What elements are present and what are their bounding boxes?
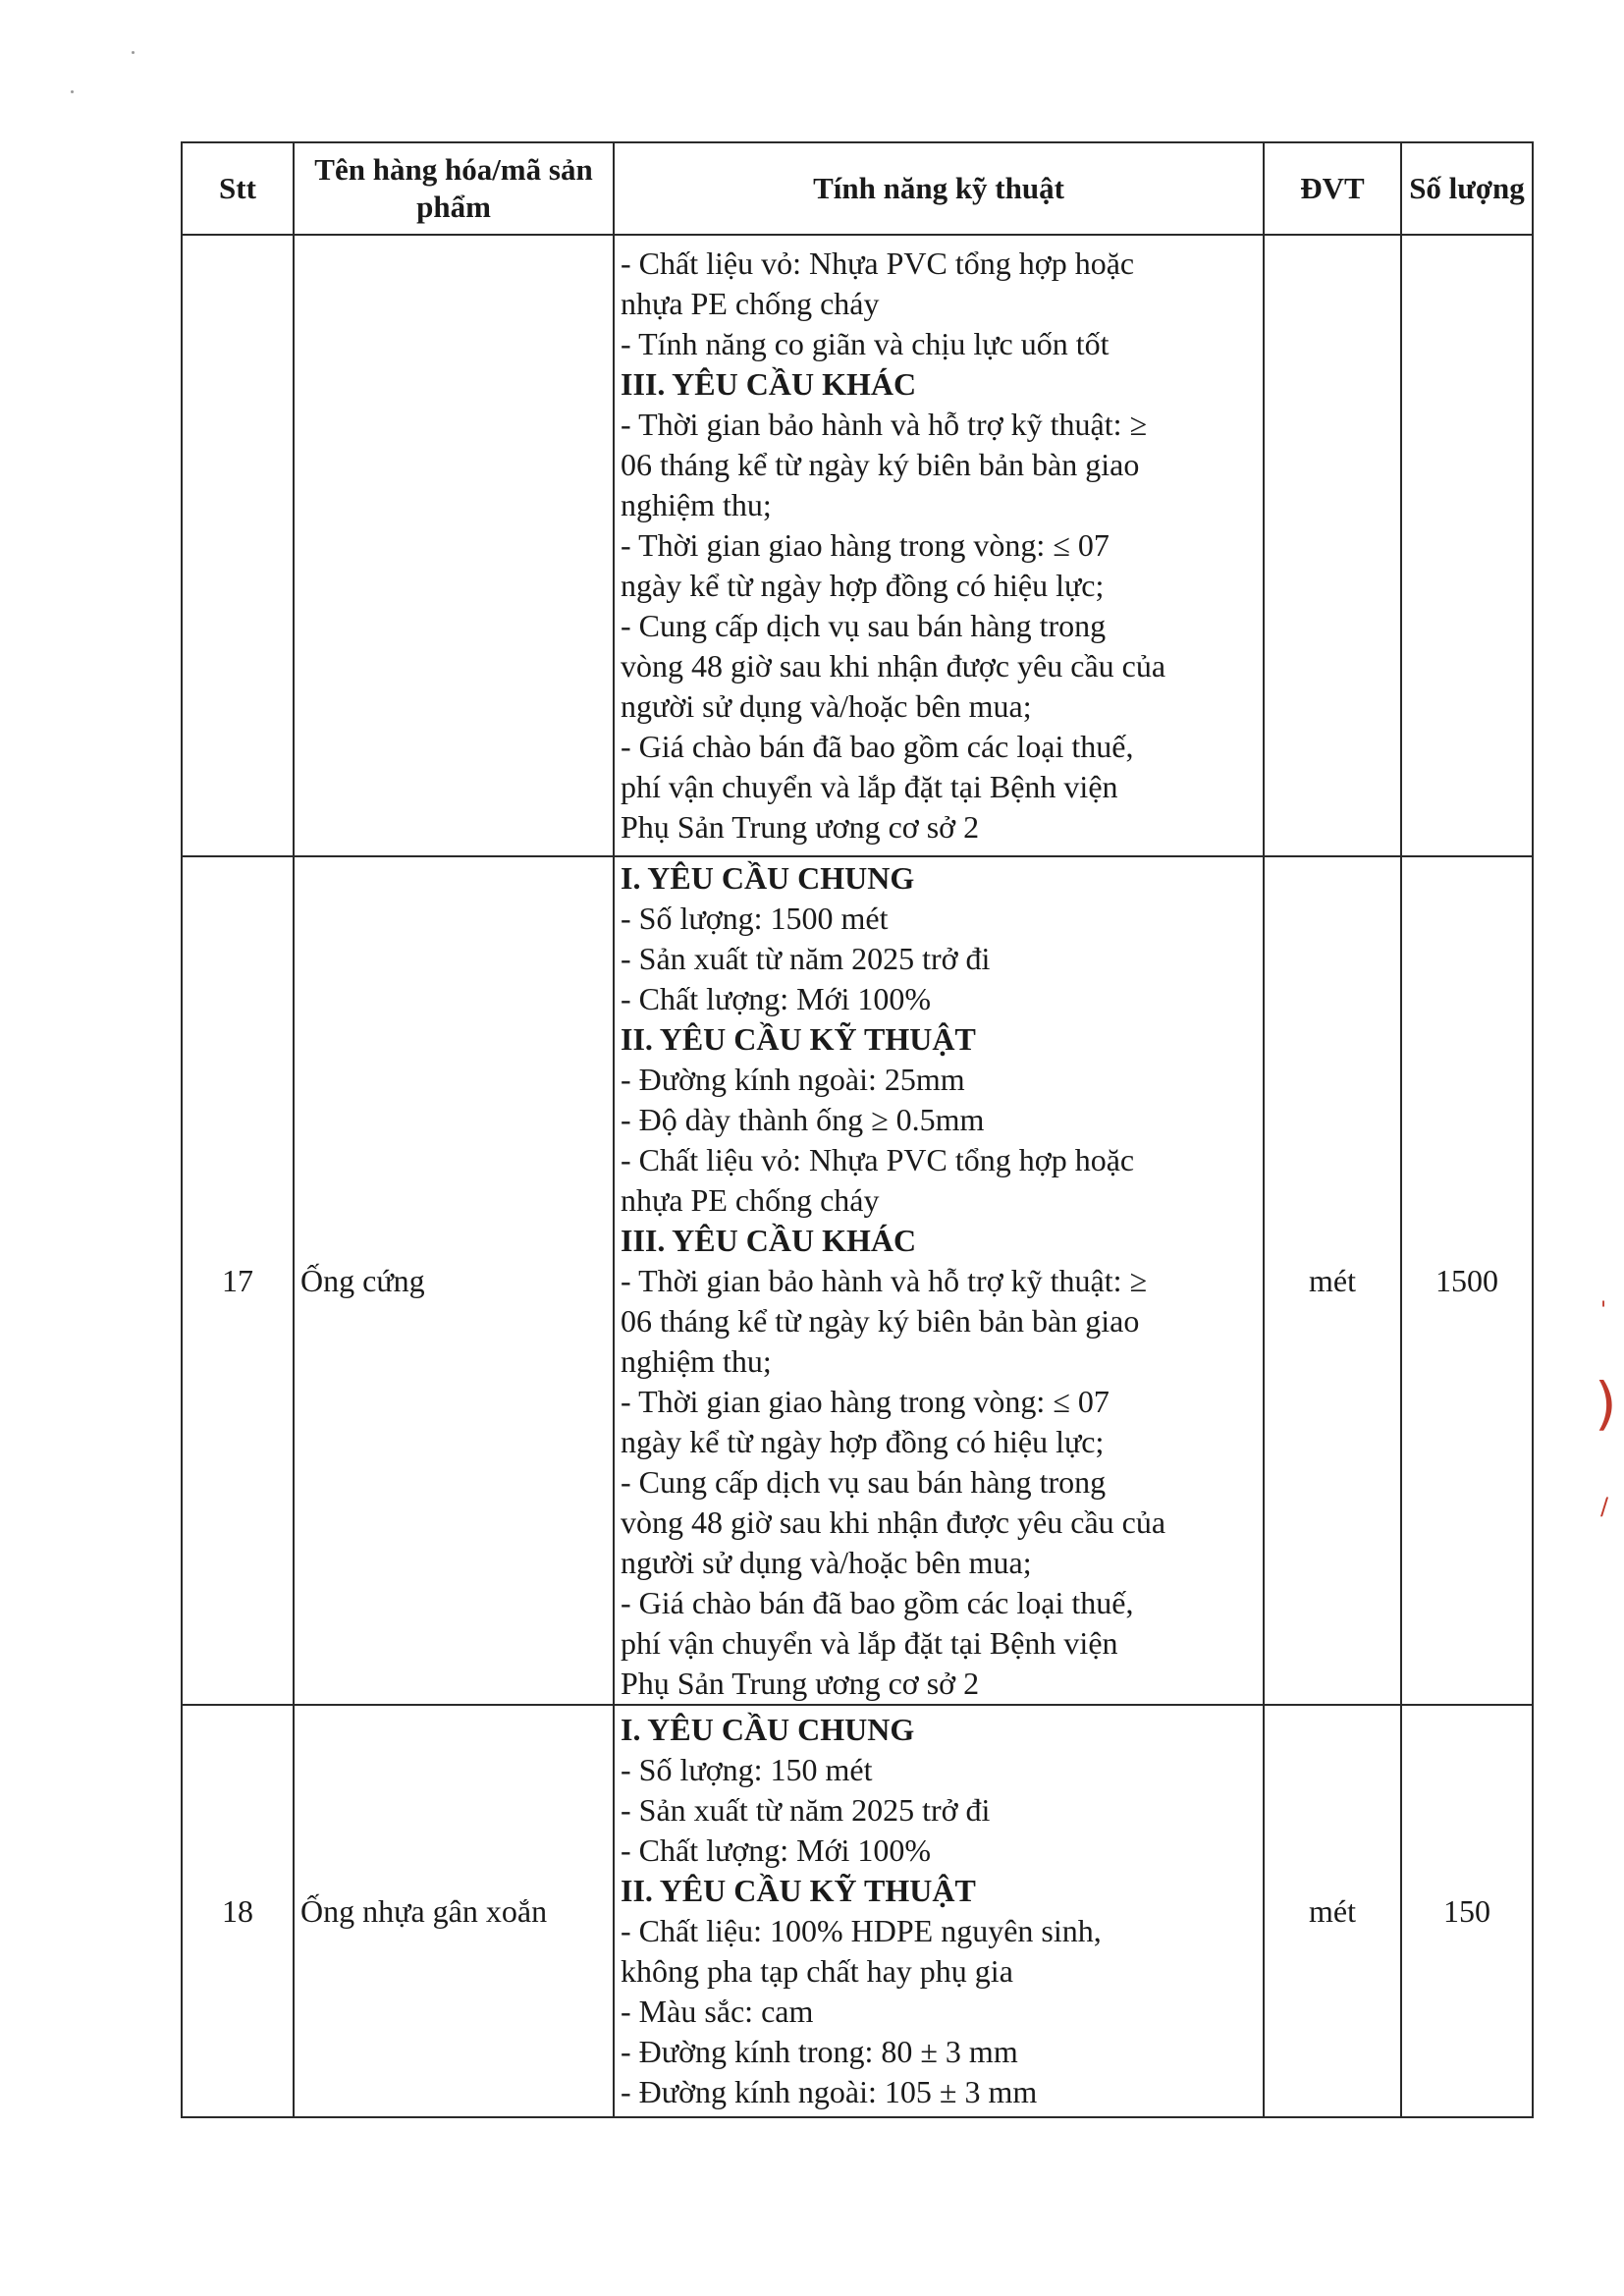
quantity: 150 [1401,1705,1533,2117]
spec-line: - Đường kính ngoài: 105 ± 3 mm [621,2074,1038,2109]
spec-line: - Chất lượng: Mới 100% [621,1832,932,1868]
table-row [182,856,1533,1705]
spec-line: - Cung cấp dịch vụ sau bán hàng trong [621,608,1107,643]
spec-line: ngày kể từ ngày hợp đồng có hiệu lực; [621,1423,1105,1459]
spec-line: không pha tạp chất hay phụ gia [621,1953,1013,1989]
technical-spec [614,856,1264,1705]
spec-line: - Số lượng: 1500 mét [621,900,889,936]
product-name: Ống cứng [294,856,614,1705]
spec-line: ngày kể từ ngày hợp đồng có hiệu lực; [621,568,1105,603]
spec-section-heading: II. YÊU CẦU KỸ THUẬT [621,1873,976,1908]
spec-line: người sử dụng và/hoặc bên mua; [621,1544,1032,1580]
header-stt: Stt [182,142,294,235]
quantity [1401,235,1533,856]
spec-line: - Giá chào bán đã bao gồm các loại thuế, [621,1584,1134,1620]
spec-line: - Cung cấp dịch vụ sau bán hàng trong [621,1463,1107,1500]
spec-section-heading: I. YÊU CẦU CHUNG [621,1712,915,1747]
product-name: Ống nhựa gân xoắn [294,1705,614,2117]
header-unit: ĐVT [1264,142,1401,235]
quantity: 1500 [1401,856,1533,1705]
spec-line: vòng 48 giờ sau khi nhận được yêu cầu của [621,1503,1166,1540]
spec-line: - Màu sắc: cam [621,1994,814,2029]
scan-speck [132,51,135,54]
spec-line: nghiệm thu; [621,1342,772,1379]
spec-section-heading: II. YÊU CẦU KỸ THUẬT [621,1020,976,1057]
header-spec: Tính năng kỹ thuật [614,142,1264,235]
spec-line: Phụ Sản Trung ương cơ sở 2 [621,809,980,845]
table-row [182,1705,1533,2117]
spec-line: - Số lượng: 150 mét [621,1752,873,1787]
spec-line: - Thời gian bảo hành và hỗ trợ kỹ thuật: ≥ [621,1262,1148,1298]
red-pen-mark: ' [1600,1298,1607,1323]
spec-line: - Đường kính trong: 80 ± 3 mm [621,2034,1018,2069]
header-name: Tên hàng hóa/mã sản phẩm [294,142,614,235]
specification-table [181,141,1534,2118]
spec-line: vòng 48 giờ sau khi nhận được yêu cầu của [621,648,1166,683]
spec-line: - Tính năng co giãn và chịu lực uốn tốt [621,326,1110,361]
unit-of-measure: mét [1264,1705,1401,2117]
unit-of-measure: mét [1264,856,1401,1705]
row-number [182,235,294,856]
spec-line: - Sản xuất từ năm 2025 trở đi [621,940,991,976]
spec-line: - Thời gian giao hàng trong vòng: ≤ 07 [621,1383,1110,1419]
table-row [182,235,1533,856]
unit-of-measure [1264,235,1401,856]
technical-spec [614,1705,1264,2117]
scan-speck [71,90,74,93]
spec-line: - Đường kính ngoài: 25mm [621,1061,965,1097]
spec-line: - Thời gian giao hàng trong vòng: ≤ 07 [621,527,1110,563]
spec-line: - Độ dày thành ống ≥ 0.5mm [621,1101,985,1137]
red-pen-mark: / [1600,1493,1609,1520]
header-qty: Số lượng [1401,142,1533,235]
spec-line: - Chất liệu: 100% HDPE nguyên sinh, [621,1913,1102,1948]
spec-line: - Giá chào bán đã bao gồm các loại thuế, [621,729,1134,764]
technical-spec [614,235,1264,856]
spec-section-heading: III. YÊU CẦU KHÁC [621,366,917,402]
spec-line: 06 tháng kể từ ngày ký biên bản bàn giao [621,447,1140,482]
product-name [294,235,614,856]
spec-line: nhựa PE chống cháy [621,1181,880,1218]
spec-line: - Chất lượng: Mới 100% [621,980,932,1016]
spec-line: 06 tháng kể từ ngày ký biên bản bàn giao [621,1302,1140,1339]
spec-line: nghiệm thu; [621,487,772,522]
spec-line: nhựa PE chống cháy [621,286,880,321]
spec-line: - Chất liệu vỏ: Nhựa PVC tổng hợp hoặc [621,1141,1135,1177]
spec-line: Phụ Sản Trung ương cơ sở 2 [621,1665,980,1701]
red-pen-mark: ) [1595,1370,1617,1437]
table-header-row [182,142,1533,235]
row-number: 18 [182,1705,294,2117]
spec-section-heading: III. YÊU CẦU KHÁC [621,1222,917,1258]
spec-line: - Chất liệu vỏ: Nhựa PVC tổng hợp hoặc [621,246,1135,281]
spec-section-heading: I. YÊU CẦU CHUNG [621,859,915,896]
spec-line: người sử dụng và/hoặc bên mua; [621,688,1032,724]
row-number: 17 [182,856,294,1705]
spec-line: phí vận chuyển và lắp đặt tại Bệnh viện [621,1624,1118,1661]
spec-line: phí vận chuyển và lắp đặt tại Bệnh viện [621,769,1118,804]
spec-line: - Sản xuất từ năm 2025 trở đi [621,1792,991,1828]
spec-line: - Thời gian bảo hành và hỗ trợ kỹ thuật: ≥ [621,407,1148,442]
